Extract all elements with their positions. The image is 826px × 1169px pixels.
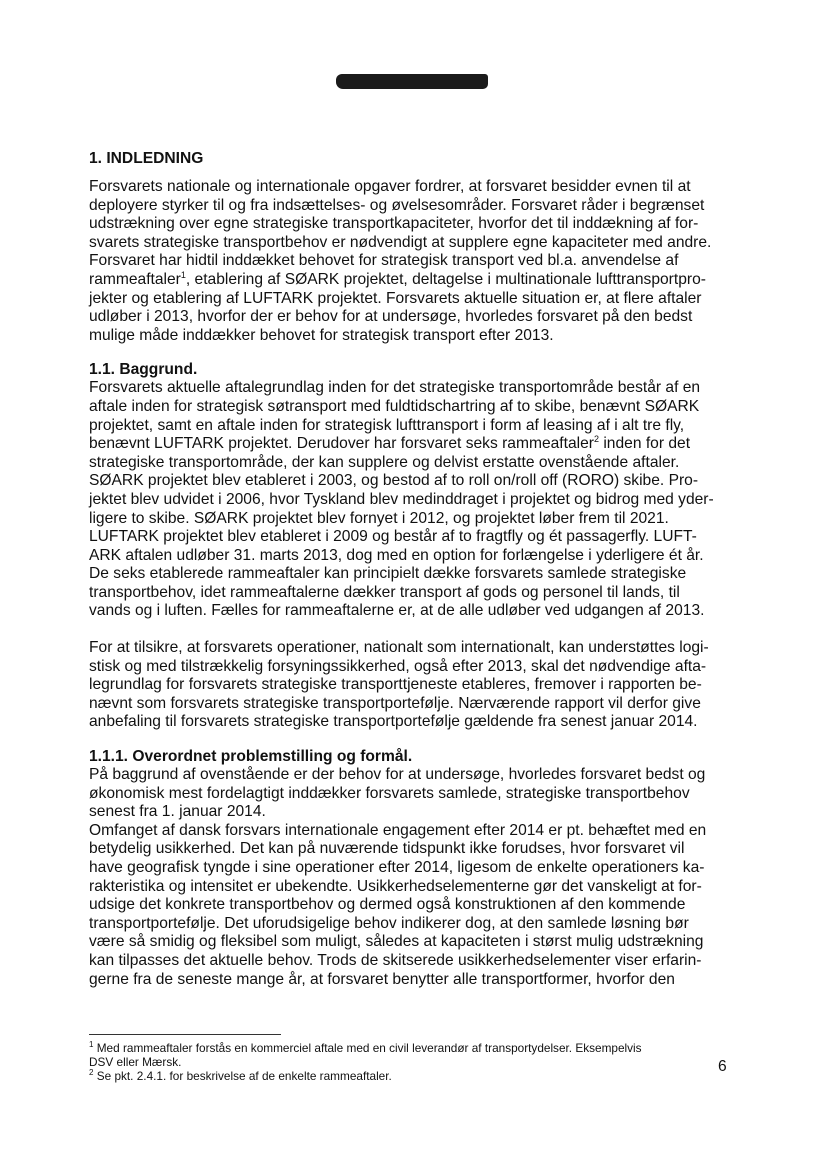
text-line: være så smidig og fleksibel som muligt, således at kapaciteten i størst mulig udstrækning [89,933,704,951]
text-fragment: rammeaftaler [89,270,181,288]
text-line: deployere styrker til og fra indsættelses- og øvelsesområder. Forsvaret råder i begrænset [89,196,705,214]
redaction-bar [336,74,488,89]
text-line: aftale inden for strategisk søtransport med fuldtidschartring af to skibe, benævnt SØARK [89,397,700,415]
main-text [89,149,729,989]
footnote-marker: 1 [89,1040,94,1050]
text-fragment: benævnt LUFTARK projektet. Derudover har forsvaret seks rammeaftaler [89,435,594,453]
text-line: jektet blev udvidet i 2006, hvor Tyskland blev medinddraget i projektet og bidrog med yder- [89,490,714,508]
text-line: jekter og etablering af LUFTARK projektet. Forsvarets aktuelle situation er, at flere aftaler [89,289,702,307]
text-line: På baggrund af ovenstående er der behov for at undersøge, hvorledes forsvaret bedst og [89,766,706,784]
text-line: senest fra 1. januar 2014. [89,803,266,821]
heading-baggrund: 1.1. Baggrund. [89,361,198,379]
text-line: stisk og med tilstrækkelig forsyningssikkerhed, også efter 2013, skal det nødvendige afta- [89,657,707,675]
text-line: vands og i luften. Fælles for rammeaftalerne er, at de alle udløber ved udgangen af 2013. [89,602,705,620]
text-line: Forsvaret har hidtil inddækket behovet for strategisk transport ved bl.a. anvendelse af [89,252,679,270]
text-line: mulige måde inddækker behovet for strategisk transport efter 2013. [89,326,554,344]
text-line: SØARK projektet blev etableret i 2003, og bestod af to roll on/roll off (RORO) skibe. Pro- [89,472,699,490]
text-line: anbefaling til forsvarets strategiske transportportefølje gældende fra senest januar 2014. [89,713,698,731]
text-line: De seks etablerede rammeaftaler kan principielt dække forsvarets samlede strategiske [89,565,687,583]
footnote-ref-1: 1 [180,269,186,280]
text-line [89,271,729,290]
footnote-2 [89,1069,729,1083]
text-line: udstrækning over egne strategiske transportkapaciteter, hvorfor det til inddækning af for- [89,215,699,233]
page-number: 6 [718,1058,727,1075]
text-line: For at tilsikre, at forsvarets operationer, nationalt som internationalt, kan understøttes logi- [89,639,709,657]
text-line: økonomisk mest fordelagtigt inddækker forsvarets samlede, strategiske transportbehov [89,784,690,802]
text-fragment: , etablering af SØARK projektet, deltagelse i multinationale lufttransportpro- [185,270,706,288]
footnote-text: Med rammeaftaler forstås en kommerciel aftale med en civil leverandør af transportydelser. Eksempelvis [93,1041,642,1055]
footnote-1-continued: DSV eller Mærsk. [89,1055,182,1069]
paragraph-baggrund [89,379,729,621]
paragraph-intro [89,178,729,345]
text-line [89,435,729,454]
text-line: kan tilpasses det aktuelle behov. Trods de skitserede usikkerhedselementer viser erfarin- [89,951,702,969]
heading-indledning: 1. INDLEDNING [89,150,204,167]
text-line: udløber i 2013, hvorfor der er behov for at undersøge, hvorledes forsvaret på den bedst [89,308,693,326]
footnote-divider [89,1034,281,1035]
text-line: Forsvarets nationale og internationale opgaver fordrer, at forsvaret besidder evnen til at [89,178,691,195]
text-line: legrundlag for forsvarets strategiske transporttjeneste etableres, fremover i rapporten be- [89,676,702,694]
text-line: nævnt som forsvarets strategiske transportportefølje. Nærværende rapport vil derfor give [89,694,701,712]
text-line: Omfanget af dansk forsvars internationale engagement efter 2014 er pt. behæftet med en [89,821,707,839]
text-line: Forsvarets aktuelle aftalegrundlag inden for det strategiske transportområde består af en [89,379,701,397]
text-line: gerne fra de seneste mange år, at forsvaret benytter alle transportformer, hvorfor den [89,970,675,988]
text-line: transportbehov, idet rammeaftalerne dækker transport af gods og personel til lands, til [89,583,680,601]
text-line: transportportefølje. Det uforudsigelige behov indikerer dog, at den samlede løsning bør [89,914,689,932]
text-line: betydelig usikkerhed. Det kan på nuværende tidspunkt ikke forudses, hvor forsvaret vil [89,840,685,858]
text-line: ligere to skibe. SØARK projektet blev fornyet i 2012, og projektet løber frem til 2021. [89,509,669,527]
text-line: strategiske transportområde, der kan supplere og delvist erstatte ovenstående aftaler. [89,453,680,471]
text-line: have geografisk tyngde i sine operationer efter 2014, ligesom de enkelte operationers ka- [89,859,705,876]
footnote-marker: 2 [89,1068,94,1078]
footnote-1 [89,1041,729,1055]
text-line: rakteristika og intensitet er ubekendte. Usikkerhedselementerne gør det vanskeligt at for- [89,877,702,895]
footnotes [89,1041,729,1083]
text-line: LUFTARK projektet blev etableret i 2009 og består af to fragtfly og ét passagerfly. LUFT- [89,528,697,546]
text-line: ARK aftalen udløber 31. marts 2013, dog med en option for forlængelse i yderligere ét år. [89,546,704,564]
footnote-text: Se pkt. 2.4.1. for beskrivelse af de enkelte rammeaftaler. [93,1069,392,1083]
paragraph-problem [89,766,729,989]
text-fragment: inden for det [599,435,691,453]
paragraph-sikring [89,639,729,732]
footnote-ref-2: 2 [593,433,599,444]
text-line: udsige det konkrete transportbehov og dermed også konstruktionen af den kommende [89,896,686,914]
heading-problemstilling: 1.1.1. Overordnet problemstilling og formål. [89,748,413,766]
text-line: projektet, samt en aftale inden for strategisk lufttransport i form af leasing af i alt tre fly, [89,416,685,434]
text-line: svarets strategiske transportbehov er nødvendigt at supplere egne kapaciteter med andre. [89,233,712,251]
